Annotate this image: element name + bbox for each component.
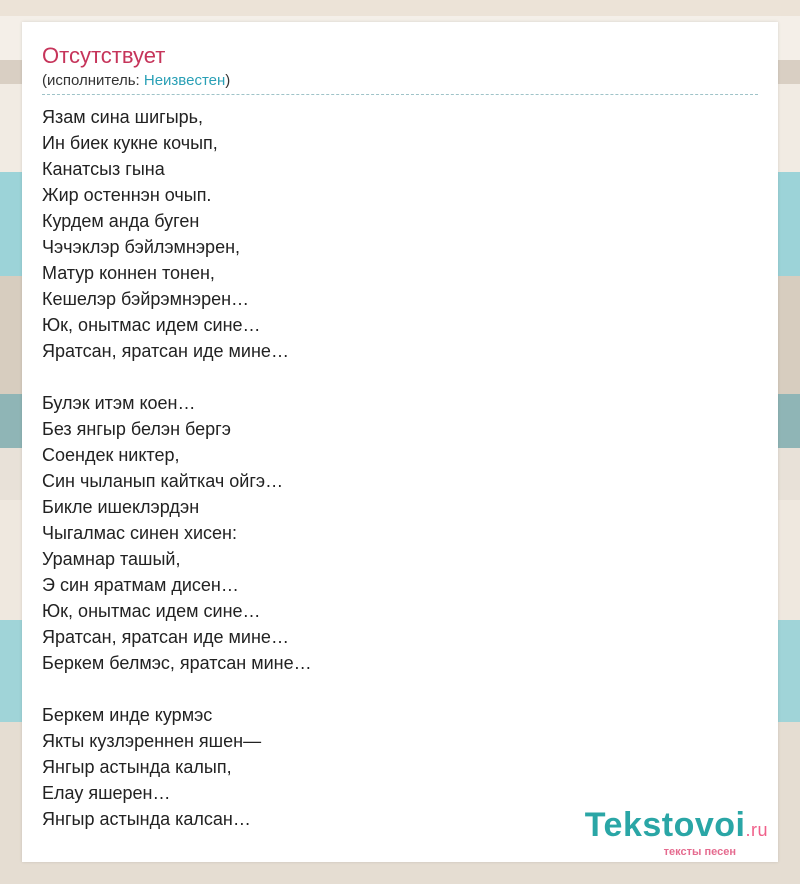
stanza-break [42,364,758,390]
lyric-line: Яратсан, яратсан иде мине… [42,627,289,647]
artist-suffix: ) [225,72,231,89]
lyric-line: Кешелэр бэйрэмнэрен… [42,289,250,309]
lyric-line: Янгыр астында калсан… [42,809,251,829]
lyric-line: Без янгыр белэн бергэ [42,419,231,439]
lyric-line: Елау яшерен… [42,783,171,803]
artist-link[interactable]: Неизвестен [143,72,226,89]
song-header [42,42,758,95]
lyric-line: Соендек никтер, [42,445,180,465]
lyric-line: Чыгалмас синен хисен: [42,523,237,543]
artist-line [42,70,758,95]
lyric-line: Яратсан, яратсан иде мине… [42,341,289,361]
lyric-line: Бикле ишеклэрдэн [42,497,200,517]
lyric-line: Жир остеннэн очып. [42,185,212,205]
lyric-line: Беркем инде курмэс [42,705,213,725]
logo-name: Tekstovoi [584,806,746,844]
song-title: Отсутствует [42,43,166,68]
lyric-line: Булэк итэм коен… [42,393,196,413]
lyric-line: Э син яратмам дисен… [42,575,239,595]
logo-tagline: тексты песен [663,846,736,858]
lyric-line: Юк, онытмас идем сине… [42,315,261,335]
logo-wordmark [585,806,768,845]
stanza-break [42,676,758,702]
lyric-line: Ин биек кукне кочып, [42,133,218,153]
lyric-line: Язам сина шигырь, [42,107,204,127]
lyric-line: Канатсыз гына [42,159,165,179]
lyrics-text [42,104,758,832]
tekstovoi-logo[interactable] [568,806,778,866]
lyric-line: Урамнар ташый, [42,549,181,569]
lyric-line: Беркем белмэс, яратсан мине… [42,653,312,673]
artist-prefix: (исполнитель: [42,72,144,89]
lyric-line: Матур коннен тонен, [42,263,215,283]
lyric-line: Курдем анда буген [42,211,200,231]
lyric-line: Чэчэклэр бэйлэмнэрен, [42,237,241,257]
lyric-line: Якты кузлэреннен яшен— [42,731,262,751]
lyric-line: Син чыланып кайткач ойгэ… [42,471,284,491]
lyric-line: Юк, онытмас идем сине… [42,601,261,621]
lyrics-card [22,22,778,862]
lyric-line: Янгыр астында калып, [42,757,232,777]
logo-domain: .ru [745,820,768,840]
